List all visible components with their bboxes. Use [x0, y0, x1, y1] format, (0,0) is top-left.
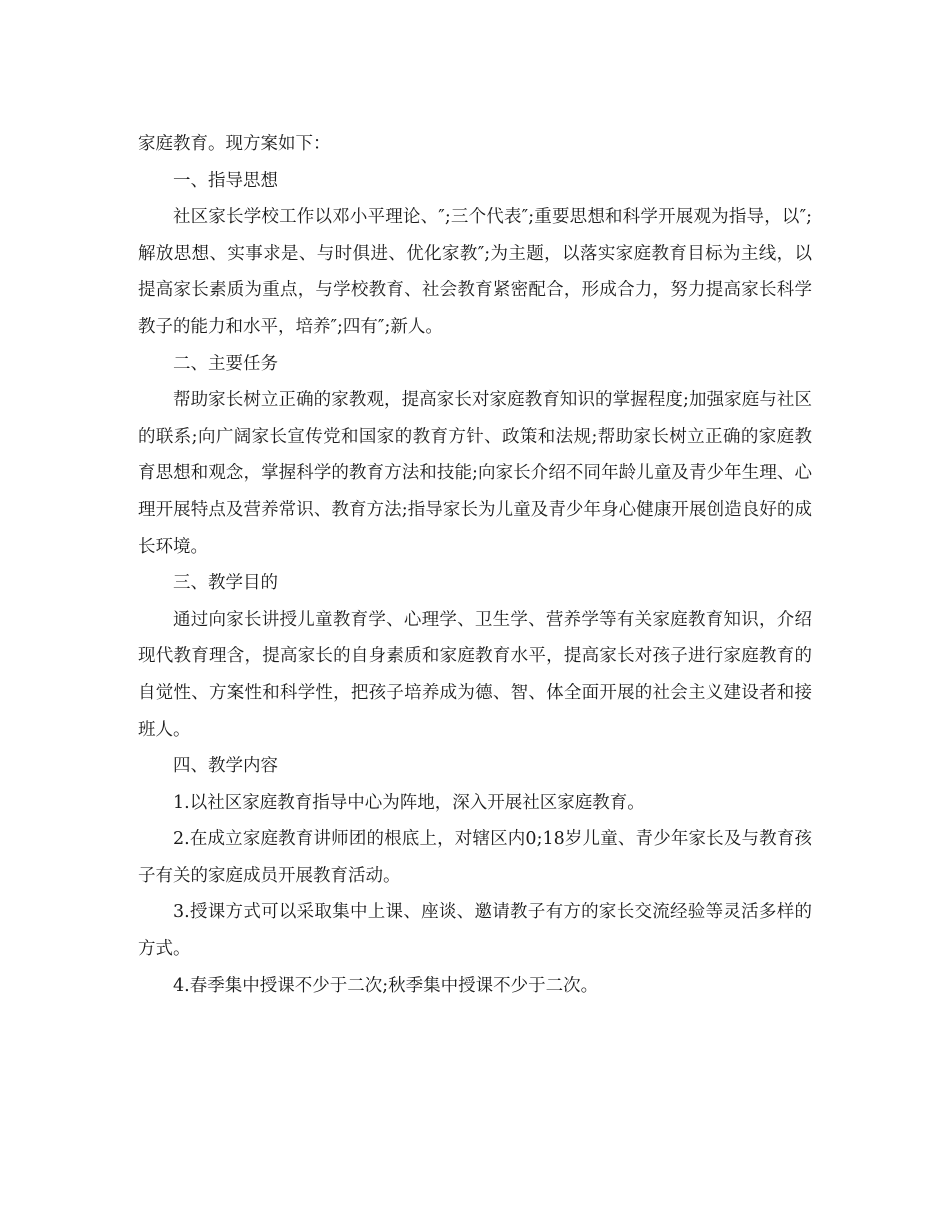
paragraph-continuation: 家庭教育。现方案如下： — [138, 134, 331, 154]
content-item-1: 1.以社区家庭教育指导中心为阵地，深入开展社区家庭教育。 — [173, 792, 645, 813]
heading-main-tasks: 二、主要任务 — [173, 353, 278, 374]
content-item-2: 2.在成立家庭教育讲师团的根底上，对辖区内0;18岁儿童、青少年家长及与教育孩子有关的家庭成员开展教育活动。 — [138, 829, 812, 886]
heading-teaching-purpose: 三、教学目的 — [173, 573, 278, 594]
heading-guiding-ideology: 一、指导思想 — [173, 170, 278, 191]
content-item-3: 3.授课方式可以采取集中上课、座谈、邀请教子有方的家长交流经验等灵活多样的方式。 — [138, 902, 812, 960]
paragraph-main-tasks: 帮助家长树立正确的家教观，提高家长对家庭教育知识的掌握程度;加强家庭与社区的联系;向广阔家长宣传党和国家的教育方针、政策和法规;帮助家长树立正确的家庭教育思想和观念，掌握科学的教育方法和技能;向家长介绍不同年龄儿童及青少年生理、心理开展特点及营养常识、教育方法;指导家长为儿童及青少年身心健康开展创造良好的成长环境。 — [138, 390, 812, 557]
content-item-4: 4.春季集中授课不少于二次;秋季集中授课不少于二次。 — [173, 975, 599, 996]
paragraph-guiding-ideology: 社区家长学校工作以邓小平理论、″;三个代表″;重要思想和科学开展观为指导，以″;解放思想、实事求是、与时俱进、优化家教″;为主题，以落实家庭教育目标为主线，以提高家长素质为重点，与学校教育、社会教育紧密配合，形成合力，努力提高家长科学教子的能力和水平，培养″;四有″;新人。 — [138, 207, 812, 337]
paragraph-teaching-purpose: 通过向家长讲授儿童教育学、心理学、卫生学、营养学等有关家庭教育知识，介绍现代教育理含，提高家长的自身素质和家庭教育水平，提高家长对孩子进行家庭教育的自觉性、方案性和科学性，把孩子培养成为德、智、体全面开展的社会主义建设者和接班人。 — [138, 609, 812, 740]
heading-teaching-content: 四、教学内容 — [173, 756, 278, 777]
document-page — [138, 126, 812, 1004]
